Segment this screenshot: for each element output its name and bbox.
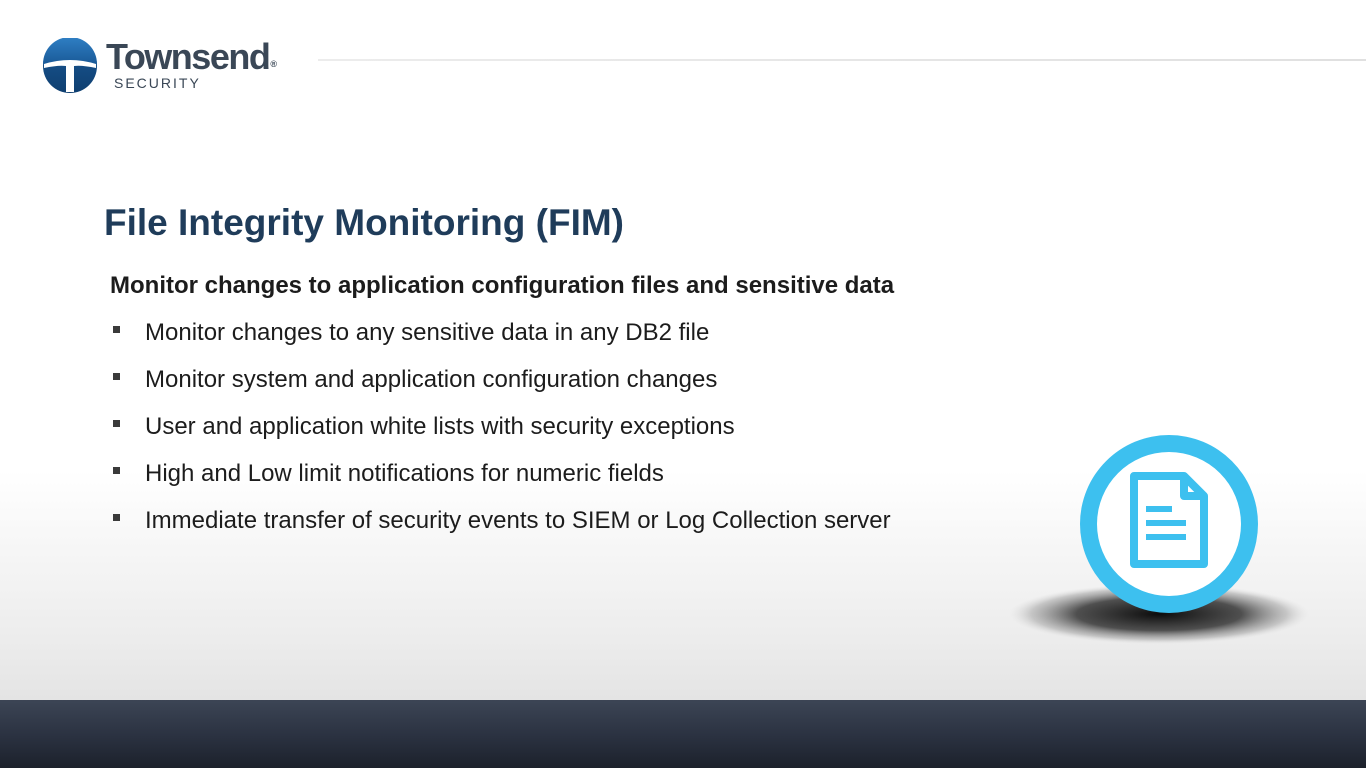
slide-subtitle: Monitor changes to application configuration files and sensitive data xyxy=(110,272,895,299)
bullet-text: High and Low limit notifications for numeric fields xyxy=(145,460,664,487)
registered-mark: ® xyxy=(270,59,277,69)
document-icon xyxy=(1010,430,1310,650)
square-bullet-icon xyxy=(113,373,120,380)
footer-bar xyxy=(0,700,1366,768)
square-bullet-icon xyxy=(113,467,120,474)
document-line xyxy=(1146,506,1172,512)
square-bullet-icon xyxy=(113,420,120,427)
brand-name: Townsend® xyxy=(106,36,277,77)
townsend-shield-icon xyxy=(42,38,98,94)
slide-title: File Integrity Monitoring (FIM) xyxy=(104,202,624,243)
brand-tagline: SECURITY xyxy=(114,75,201,91)
document-line xyxy=(1146,520,1186,526)
square-bullet-icon xyxy=(113,326,120,333)
bullet-text: Monitor changes to any sensitive data in any DB2 file xyxy=(145,319,710,346)
bullet-text: Immediate transfer of security events to SIEM or Log Collection server xyxy=(145,507,891,534)
bullet-text: Monitor system and application configuration changes xyxy=(145,366,718,393)
header-divider xyxy=(318,59,1366,61)
document-line xyxy=(1146,534,1186,540)
bullet-text: User and application white lists with security exceptions xyxy=(145,413,735,440)
square-bullet-icon xyxy=(113,514,120,521)
townsend-logo xyxy=(42,38,302,96)
